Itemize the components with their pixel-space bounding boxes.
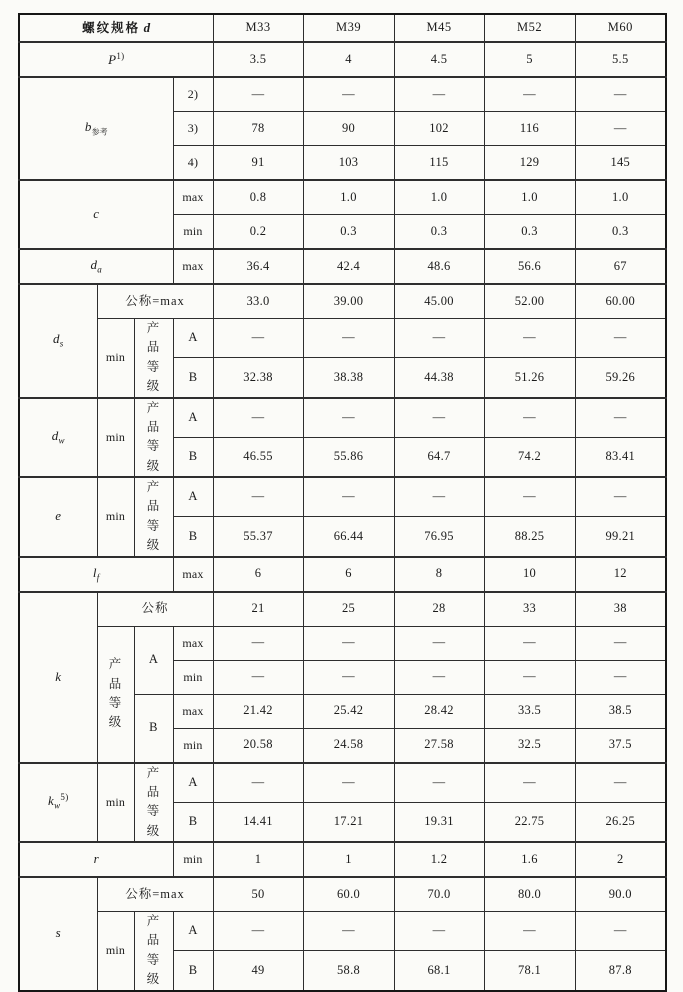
subrow-key: 2): [173, 77, 213, 112]
cell-value: —: [575, 763, 666, 803]
cell-value: —: [394, 660, 484, 694]
cell-value: 102: [394, 112, 484, 146]
qualifier-max: max: [173, 249, 213, 284]
cell-value: 26.25: [575, 802, 666, 842]
cell-value: 25.42: [303, 694, 394, 728]
cell-value: —: [394, 477, 484, 517]
cell-value: 12: [575, 557, 666, 592]
spec-label: 螺纹规格: [82, 20, 141, 35]
cell-value: 21: [213, 592, 303, 627]
cell-value: 67: [575, 249, 666, 284]
row-label-kw: $k_w^{5)}$: [19, 763, 97, 843]
cell-value: 55.86: [303, 437, 394, 477]
cell-value: 46.55: [213, 437, 303, 477]
cell-value: 1.0: [394, 180, 484, 215]
cell-value: —: [484, 912, 575, 951]
cell-value: 145: [575, 146, 666, 181]
cell-value: 33.0: [213, 284, 303, 319]
cell-value: —: [575, 77, 666, 112]
col-header-m45: M45: [394, 14, 484, 42]
cell-value: 90: [303, 112, 394, 146]
row-label-b: $b_{参考}$: [19, 77, 173, 180]
qualifier-min: min: [97, 912, 134, 991]
cell-value: 115: [394, 146, 484, 181]
product-grade-label: 产品等级: [134, 477, 173, 557]
subrow-key: 3): [173, 112, 213, 146]
qualifier-min: min: [173, 842, 213, 877]
cell-value: —: [575, 319, 666, 358]
cell-value: 50: [213, 877, 303, 912]
cell-value: 56.6: [484, 249, 575, 284]
cell-value: 1: [213, 842, 303, 877]
cell-value: 4.5: [394, 42, 484, 77]
cell-value: 99.21: [575, 517, 666, 557]
cell-value: —: [394, 319, 484, 358]
cell-value: 44.38: [394, 358, 484, 398]
cell-value: 0.2: [213, 215, 303, 250]
cell-value: 37.5: [575, 728, 666, 763]
cell-value: 22.75: [484, 802, 575, 842]
grade-a-label: A: [173, 319, 213, 358]
cell-value: —: [394, 77, 484, 112]
cell-value: 38: [575, 592, 666, 627]
qualifier-min: min: [173, 660, 213, 694]
row-label-r: r: [19, 842, 173, 877]
cell-value: 68.1: [394, 951, 484, 991]
row-s-nominal: [19, 877, 666, 912]
row-label-k: k: [19, 592, 97, 763]
cell-value: —: [213, 398, 303, 438]
row-c-max: [19, 180, 666, 215]
cell-value: 52.00: [484, 284, 575, 319]
cell-value: 0.3: [303, 215, 394, 250]
spec-var: d: [143, 19, 151, 35]
cell-value: —: [213, 912, 303, 951]
cell-value: 28: [394, 592, 484, 627]
cell-value: 1.0: [484, 180, 575, 215]
cell-value: —: [303, 660, 394, 694]
cell-value: 45.00: [394, 284, 484, 319]
cell-value: 42.4: [303, 249, 394, 284]
subrow-key: 4): [173, 146, 213, 181]
col-header-m39: M39: [303, 14, 394, 42]
cell-value: —: [484, 763, 575, 803]
cell-value: 17.21: [303, 802, 394, 842]
cell-value: 91: [213, 146, 303, 181]
cell-value: —: [575, 477, 666, 517]
grade-a-label: A: [173, 398, 213, 438]
row-s-grade-a: [19, 912, 666, 951]
header-row: [19, 14, 666, 42]
cell-value: 32.38: [213, 358, 303, 398]
cell-value: 78.1: [484, 951, 575, 991]
cell-value: 1.0: [303, 180, 394, 215]
cell-value: 6: [303, 557, 394, 592]
row-label-c: c: [19, 180, 173, 249]
grade-b-label: B: [173, 802, 213, 842]
cell-value: 1.0: [575, 180, 666, 215]
cell-value: 78: [213, 112, 303, 146]
cell-value: —: [484, 77, 575, 112]
cell-value: 4: [303, 42, 394, 77]
row-e-grade-a: [19, 477, 666, 517]
cell-value: 5: [484, 42, 575, 77]
cell-value: 21.42: [213, 694, 303, 728]
cell-value: 70.0: [394, 877, 484, 912]
cell-value: —: [484, 626, 575, 660]
cell-value: —: [213, 477, 303, 517]
cell-value: —: [484, 477, 575, 517]
cell-value: 88.25: [484, 517, 575, 557]
qualifier-max: max: [173, 694, 213, 728]
row-da: [19, 249, 666, 284]
cell-value: 0.3: [575, 215, 666, 250]
cell-value: —: [213, 660, 303, 694]
cell-value: 5.5: [575, 42, 666, 77]
cell-value: 55.37: [213, 517, 303, 557]
product-grade-label: 产品等级: [97, 626, 134, 763]
cell-value: —: [303, 763, 394, 803]
grade-b-label: B: [173, 437, 213, 477]
grade-b-label: B: [134, 694, 173, 763]
cell-value: 32.5: [484, 728, 575, 763]
cell-value: 66.44: [303, 517, 394, 557]
cell-value: 6: [213, 557, 303, 592]
cell-value: 33.5: [484, 694, 575, 728]
cell-value: —: [484, 319, 575, 358]
cell-value: —: [575, 112, 666, 146]
spec-header-cell: [19, 14, 213, 42]
cell-value: 8: [394, 557, 484, 592]
cell-value: —: [303, 626, 394, 660]
cell-value: 129: [484, 146, 575, 181]
cell-value: 64.7: [394, 437, 484, 477]
cell-value: 87.8: [575, 951, 666, 991]
cell-value: —: [575, 912, 666, 951]
cell-value: —: [394, 763, 484, 803]
qualifier-min: min: [97, 319, 134, 398]
product-grade-label: 产品等级: [134, 763, 173, 843]
qualifier-min: min: [97, 398, 134, 478]
cell-value: —: [394, 912, 484, 951]
grade-a-label: A: [173, 912, 213, 951]
cell-value: 20.58: [213, 728, 303, 763]
cell-value: 60.0: [303, 877, 394, 912]
cell-value: 49: [213, 951, 303, 991]
qualifier-nominal-max: 公称=max: [97, 877, 213, 912]
row-label-p: $P^{1)}$: [19, 42, 213, 77]
qualifier-nominal: 公称: [97, 592, 213, 627]
cell-value: 58.8: [303, 951, 394, 991]
cell-value: —: [303, 319, 394, 358]
row-lf: [19, 557, 666, 592]
grade-a-label: A: [173, 477, 213, 517]
qualifier-nominal-max: 公称=max: [97, 284, 213, 319]
grade-b-label: B: [173, 358, 213, 398]
row-label-da: $d_a$: [19, 249, 173, 284]
qualifier-min: min: [173, 215, 213, 250]
qualifier-max: max: [173, 180, 213, 215]
row-dw-grade-a: [19, 398, 666, 438]
qualifier-max: max: [173, 626, 213, 660]
cell-value: 14.41: [213, 802, 303, 842]
product-grade-label: 产品等级: [134, 319, 173, 398]
cell-value: 103: [303, 146, 394, 181]
cell-value: 51.26: [484, 358, 575, 398]
cell-value: 76.95: [394, 517, 484, 557]
cell-value: 0.3: [394, 215, 484, 250]
qualifier-min: min: [173, 728, 213, 763]
cell-value: —: [575, 660, 666, 694]
cell-value: —: [303, 398, 394, 438]
row-b-2: [19, 77, 666, 112]
cell-value: 83.41: [575, 437, 666, 477]
cell-value: —: [303, 477, 394, 517]
row-label-e: e: [19, 477, 97, 557]
product-grade-label: 产品等级: [134, 912, 173, 991]
row-label-s: s: [19, 877, 97, 991]
qualifier-min: min: [97, 763, 134, 843]
row-k-a-max: [19, 626, 666, 660]
col-header-m33: M33: [213, 14, 303, 42]
row-label-ds: $d_s$: [19, 284, 97, 398]
grade-b-label: B: [173, 517, 213, 557]
cell-value: 48.6: [394, 249, 484, 284]
cell-value: 24.58: [303, 728, 394, 763]
cell-value: 1.6: [484, 842, 575, 877]
row-label-lf: $l_f$: [19, 557, 173, 592]
col-header-m60: M60: [575, 14, 666, 42]
row-ds-grade-a: [19, 319, 666, 358]
cell-value: 38.38: [303, 358, 394, 398]
qualifier-max: max: [173, 557, 213, 592]
qualifier-min: min: [97, 477, 134, 557]
row-r: [19, 842, 666, 877]
cell-value: —: [575, 626, 666, 660]
cell-value: —: [213, 319, 303, 358]
cell-value: 80.0: [484, 877, 575, 912]
cell-value: —: [484, 398, 575, 438]
grade-b-label: B: [173, 951, 213, 991]
row-p: [19, 42, 666, 77]
cell-value: 1.2: [394, 842, 484, 877]
cell-value: —: [394, 398, 484, 438]
cell-value: —: [303, 77, 394, 112]
cell-value: 33: [484, 592, 575, 627]
cell-value: 0.8: [213, 180, 303, 215]
cell-value: 60.00: [575, 284, 666, 319]
cell-value: 0.3: [484, 215, 575, 250]
cell-value: 28.42: [394, 694, 484, 728]
cell-value: 116: [484, 112, 575, 146]
cell-value: 36.4: [213, 249, 303, 284]
cell-value: —: [484, 660, 575, 694]
cell-value: —: [213, 77, 303, 112]
cell-value: 39.00: [303, 284, 394, 319]
cell-value: —: [303, 912, 394, 951]
col-header-m52: M52: [484, 14, 575, 42]
cell-value: 19.31: [394, 802, 484, 842]
cell-value: 74.2: [484, 437, 575, 477]
cell-value: —: [213, 763, 303, 803]
cell-value: 25: [303, 592, 394, 627]
cell-value: 59.26: [575, 358, 666, 398]
thread-spec-table: [18, 13, 667, 992]
cell-value: —: [575, 398, 666, 438]
row-label-dw: $d_w$: [19, 398, 97, 478]
cell-value: 27.58: [394, 728, 484, 763]
grade-a-label: A: [134, 626, 173, 694]
cell-value: 10: [484, 557, 575, 592]
cell-value: 2: [575, 842, 666, 877]
grade-a-label: A: [173, 763, 213, 803]
row-ds-nominal: [19, 284, 666, 319]
product-grade-label: 产品等级: [134, 398, 173, 478]
row-kw-grade-a: [19, 763, 666, 803]
cell-value: 38.5: [575, 694, 666, 728]
cell-value: 3.5: [213, 42, 303, 77]
cell-value: 90.0: [575, 877, 666, 912]
row-k-nominal: [19, 592, 666, 627]
cell-value: —: [394, 626, 484, 660]
cell-value: 1: [303, 842, 394, 877]
cell-value: —: [213, 626, 303, 660]
